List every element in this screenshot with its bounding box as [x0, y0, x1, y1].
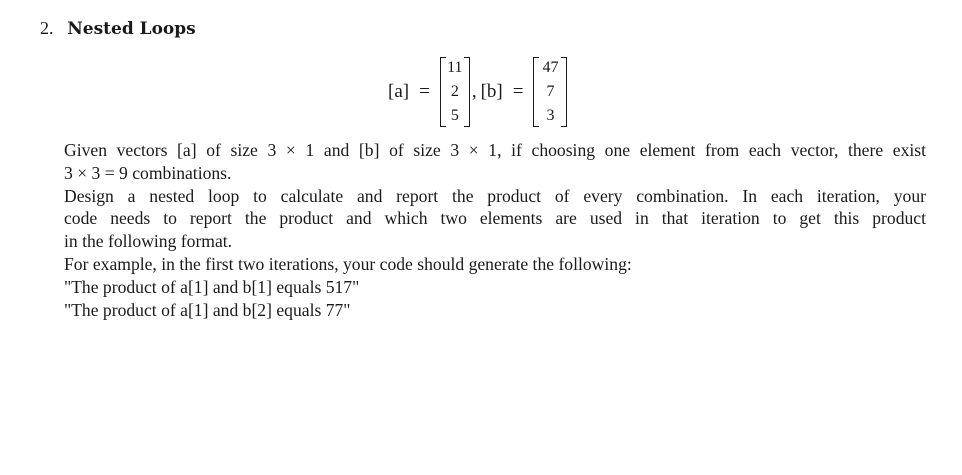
example-output-line: "The product of a[1] and b[2] equals 77"	[64, 299, 351, 320]
equation-separator: ,	[471, 81, 477, 102]
problem-title: Nested Loops	[67, 19, 196, 39]
vector-b-element: 47	[542, 59, 559, 76]
example-output-line: "The product of a[1] and b[1] equals 517"	[64, 276, 360, 297]
body-paragraph-line: in the following format.	[64, 231, 233, 252]
body-paragraph-line: code needs to report the product and which two elements are used in that iteration to get this product	[64, 208, 926, 229]
body-paragraph-line: 3 × 3 = 9 combinations.	[64, 162, 232, 183]
problem-heading	[40, 16, 196, 41]
vector-a-matrix	[440, 57, 470, 127]
equals-sign-a: =	[419, 81, 430, 102]
body-paragraph-line: Design a nested loop to calculate and report the product of every combination. In each iteration, your	[64, 185, 926, 206]
problem-number: 2.	[40, 18, 54, 38]
vector-b-matrix	[533, 57, 567, 127]
vector-a-name: [a]	[388, 81, 410, 102]
vector-a-element: 2	[450, 83, 459, 100]
equals-sign-b: =	[512, 81, 524, 102]
vector-equation	[388, 56, 567, 128]
vector-b-element: 7	[546, 83, 555, 100]
problem-body	[64, 139, 926, 321]
body-paragraph-line: Given vectors [a] of size 3 × 1 and [b] of size 3 × 1, if choosing one element from each vector, there exist	[64, 140, 926, 160]
vector-b-name: [b]	[480, 81, 503, 102]
vector-a-element: 11	[447, 59, 463, 76]
body-paragraph-line: For example, in the first two iterations, your code should generate the following:	[64, 253, 632, 274]
vector-b-element: 3	[546, 107, 555, 124]
vector-a-element: 5	[450, 107, 459, 124]
